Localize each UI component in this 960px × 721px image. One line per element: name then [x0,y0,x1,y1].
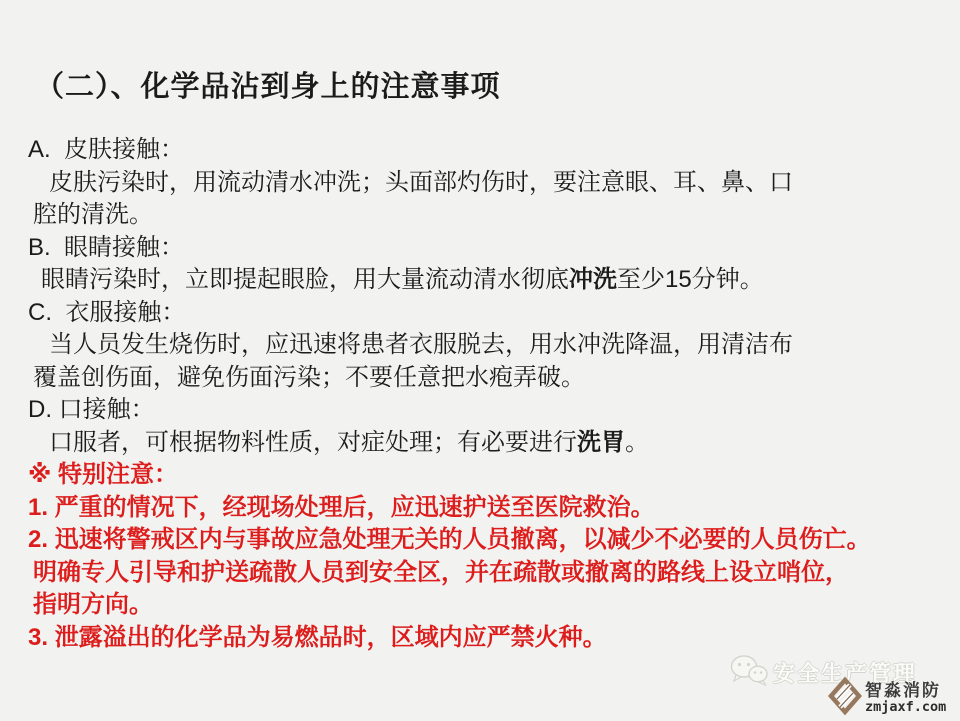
brand-watermark [828,676,946,721]
text-line: A. 皮肤接触： [28,136,185,163]
watermark [730,652,945,718]
text-line: 皮肤污染时，用流动清水冲洗；头面部灼伤时，要注意眼、耳、鼻、口 [49,168,793,196]
text-line: D. 口接触： [28,396,155,423]
text-line: 3. 泄露溢出的化学品为易燃品时，区域内应严禁火种。 [28,623,607,651]
text-line: 指明方向。 [33,591,153,618]
watermark-label: 安全生产管理 [773,661,918,686]
text-line: 2. 迅速将警戒区内与事故应急处理无关的人员撤离，以减少不必要的人员伤亡。 [28,526,871,553]
text-line: B. 眼睛接触： [28,233,185,261]
text-line: 覆盖创伤面，避免伤面污染；不要任意把水疱弄破。 [33,363,585,391]
brand-name: 智淼消防 [865,681,941,701]
text-line: 口服者，可根据物料性质，对症处理；有必要进行洗胃。 [49,428,649,456]
brand-url: zmjaxf.com [865,699,947,716]
brand-diamond-logo [828,676,862,721]
page-title: （二）、化学品沾到身上的注意事项 [35,71,501,103]
text-line: ※ 特别注意： [28,461,178,488]
text-line: 明确专人引导和护送疏散人员到安全区，并在疏散或撤离的路线上设立哨位， [33,558,849,586]
slide-body [28,134,946,654]
wechat-icon [730,654,768,691]
text-line: 当人员发生烧伤时，应迅速将患者衣服脱去，用水冲洗降温，用清洁布 [49,331,793,358]
text-line: 1. 严重的情况下，经现场处理后，应迅速护送至医院救治。 [28,493,655,521]
text-line: C. 衣服接触： [28,298,186,326]
text-line: 眼睛污染时，立即提起眼脸，用大量流动清水彻底冲洗至少15分钟。 [41,266,764,293]
text-line: 腔的清洗。 [33,201,153,228]
